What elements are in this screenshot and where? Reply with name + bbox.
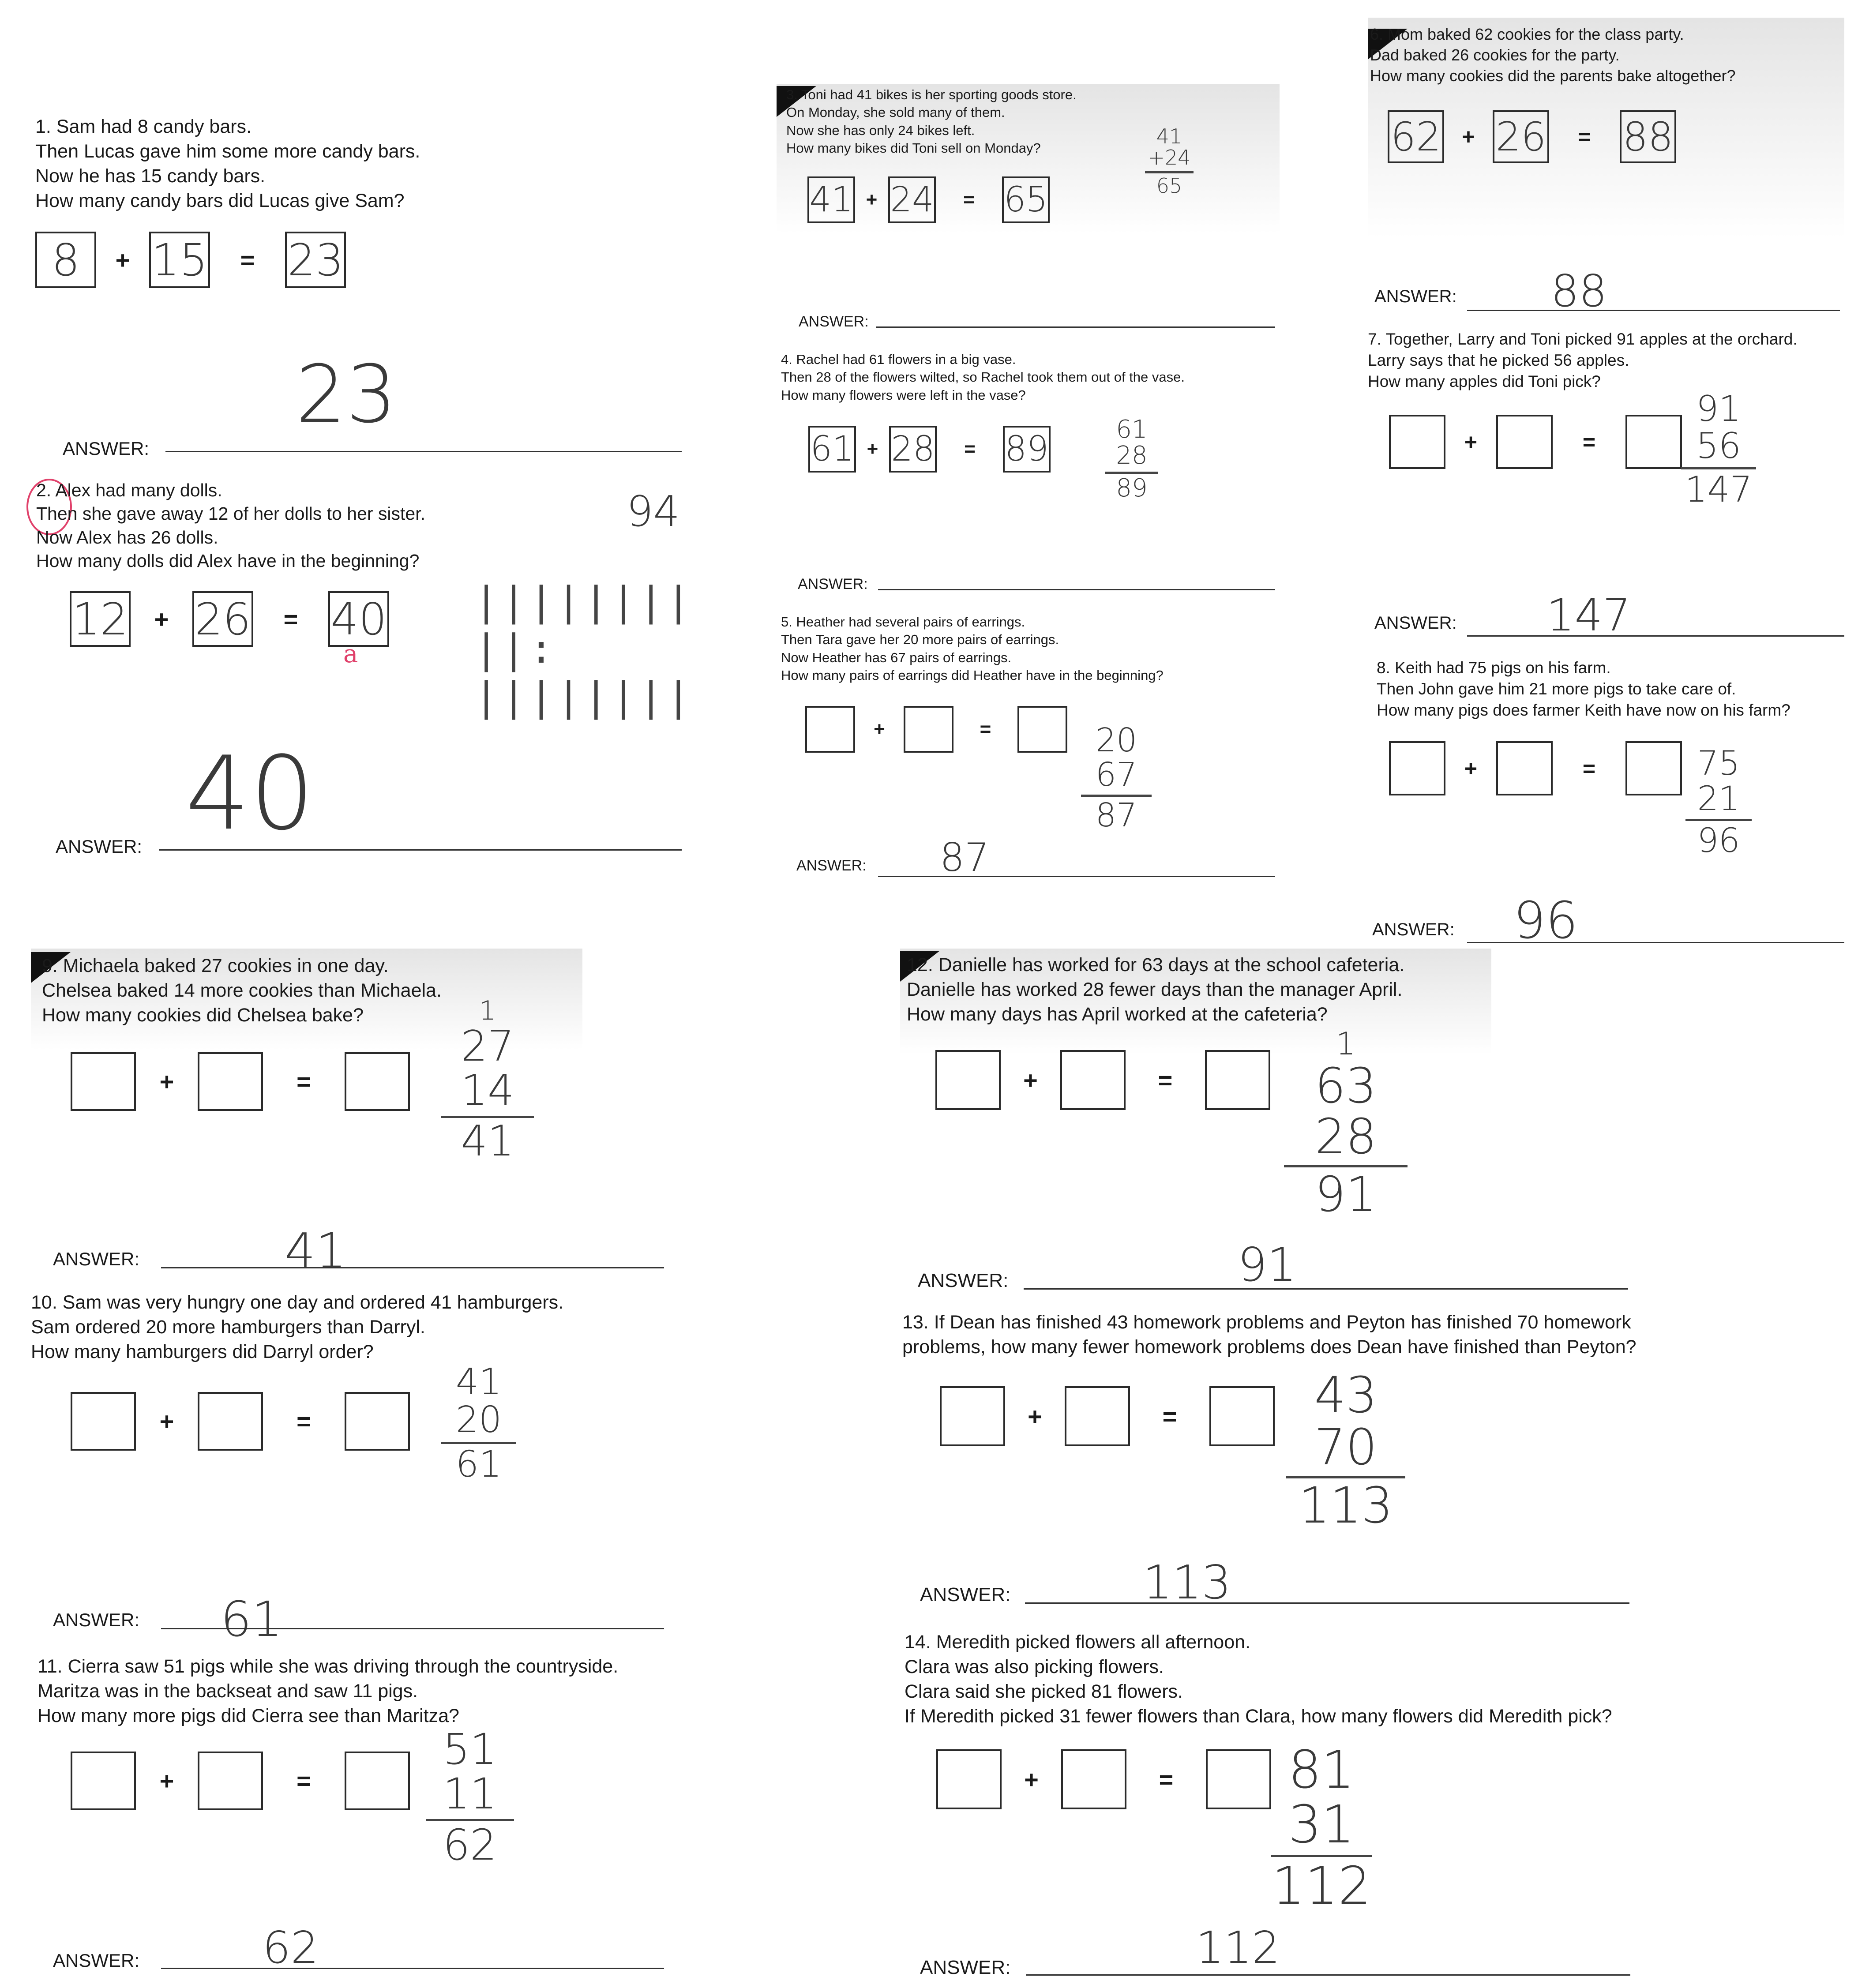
equation [936, 1749, 1271, 1809]
equation [35, 232, 346, 288]
problem-5 [781, 613, 1280, 887]
equals-sign: = [297, 1767, 311, 1795]
plus-sign: + [874, 718, 885, 740]
answer-line[interactable] [1024, 1288, 1628, 1290]
equals-sign: = [1578, 124, 1591, 149]
addend-box-2[interactable] [904, 706, 953, 753]
addend-box-2[interactable] [1496, 415, 1553, 469]
plus-sign: + [154, 605, 169, 633]
answer-line[interactable] [1467, 310, 1840, 311]
answer-label: ANSWER: [56, 836, 143, 857]
answer-label: ANSWER: [53, 1249, 140, 1269]
problem-text: 8. Keith had 75 pigs on his farm. Then John gave him 21 more pigs to take care of. How many pigs does farmer Keith have now on his farm? [1377, 659, 1790, 720]
problem-10 [31, 1290, 671, 1647]
work-result: 112 [1272, 1855, 1371, 1916]
answer-label: ANSWER: [798, 576, 868, 593]
work-carry: 1 [479, 995, 496, 1026]
work-line-1: 61 [1116, 415, 1148, 444]
sum-box[interactable] [345, 1052, 410, 1111]
work-line-2: 11 [443, 1769, 497, 1819]
answer-line[interactable] [165, 451, 682, 452]
addend-box-2[interactable] [198, 1752, 263, 1810]
scratch-work [441, 995, 534, 1166]
work-result: 87 [1095, 796, 1137, 835]
scratch-work [441, 1363, 516, 1484]
equals-sign: = [1582, 429, 1596, 454]
addend-box-1[interactable]: 62 [1388, 110, 1444, 163]
problem-12 [900, 949, 1659, 1302]
answer-line[interactable] [1467, 635, 1844, 637]
sum-box[interactable] [1017, 706, 1067, 753]
equals-sign: = [297, 1407, 311, 1435]
answer-label: ANSWER: [1374, 613, 1457, 633]
sum-box[interactable] [345, 1392, 410, 1451]
work-result: 147 [1685, 469, 1753, 510]
addend-box-1[interactable] [805, 706, 855, 753]
sum-box[interactable]: 65 [1002, 176, 1050, 223]
addend-box-2[interactable]: 26 [192, 591, 253, 647]
problem-text: 3. Toni had 41 bikes is her sporting goods store. On Monday, she sold many of them. Now she has only 24 bikes left. How many bikes did Toni sell on Monday? [786, 87, 1077, 156]
work-result: 89 [1116, 473, 1148, 503]
equals-sign: = [297, 1068, 311, 1095]
addend-box-2[interactable] [198, 1052, 263, 1111]
problem-2 [26, 479, 697, 876]
work-result: 113 [1299, 1477, 1393, 1535]
scratch-work [1685, 743, 1752, 860]
equals-sign: = [963, 189, 975, 210]
work-line-1: 41 [455, 1361, 502, 1403]
equation [1388, 110, 1676, 163]
equals-sign: = [1162, 1402, 1177, 1430]
sum-box[interactable] [1209, 1386, 1275, 1446]
plus-sign: + [115, 246, 130, 274]
sum-box[interactable] [1206, 1749, 1271, 1809]
problem-text: 9. Michaela baked 27 cookies in one day. Chelsea baked 14 more cookies than Michaela. How many cookies did Chelsea bake? [42, 955, 442, 1026]
plus-sign: + [867, 438, 878, 460]
sum-box[interactable]: 89 [1003, 426, 1051, 473]
work-line-1: 63 [1315, 1057, 1377, 1114]
plus-sign: + [1464, 429, 1478, 454]
equals-sign: = [1159, 1765, 1174, 1793]
equals-sign: = [1582, 756, 1596, 781]
addend-box-2[interactable]: 28 [889, 426, 937, 473]
work-line-2: 67 [1095, 755, 1137, 794]
scratch-work [1105, 417, 1158, 501]
scratch-work [1271, 1739, 1372, 1916]
equation [935, 1050, 1270, 1110]
sum-box[interactable] [1625, 415, 1682, 469]
work-result: 41 [461, 1117, 514, 1166]
equation [1389, 415, 1682, 469]
work-line-2: 31 [1288, 1793, 1355, 1855]
problem-text: 12. Danielle has worked for 63 days at the school cafeteria. Danielle has worked 28 fewer days than the manager April. How many days has April worked at the cafeteria? [907, 954, 1405, 1025]
problem-7 [1368, 329, 1853, 646]
equation [807, 176, 1050, 223]
teacher-mark: a [343, 640, 358, 668]
equation [940, 1386, 1275, 1446]
work-line-1: 51 [443, 1725, 497, 1774]
answer-line[interactable] [876, 326, 1275, 328]
addend-box-2[interactable]: 24 [888, 176, 936, 223]
sum-box[interactable] [1625, 741, 1682, 795]
equation [1389, 741, 1682, 795]
problem-text: 1. Sam had 8 candy bars. Then Lucas gave him some more candy bars. Now he has 15 candy bars. How many candy bars did Lucas give Sam? [35, 116, 420, 211]
work-result: 62 [443, 1820, 497, 1870]
work-line-1: 43 [1314, 1367, 1378, 1424]
problem-text: 2. Alex had many dolls. Then she gave away 12 of her dolls to her sister. Now Alex has 26 dolls. How many dolls did Alex have in the beginning? [36, 480, 426, 571]
addend-box-1[interactable] [71, 1052, 136, 1111]
problem-8 [1368, 657, 1853, 953]
answer-label: ANSWER: [53, 1950, 140, 1971]
answer-label: ANSWER: [920, 1584, 1011, 1605]
work-line-2: +24 [1148, 146, 1191, 170]
scratch-work [1145, 126, 1194, 196]
addend-box-1[interactable] [71, 1392, 136, 1451]
addend-box-2[interactable] [1061, 1749, 1126, 1809]
addend-box-2[interactable] [1060, 1050, 1126, 1110]
problem-9 [31, 949, 671, 1279]
equals-sign: = [283, 605, 298, 633]
sum-box[interactable] [345, 1752, 410, 1810]
problem-text: 10. Sam was very hungry one day and ordered 41 hamburgers. Sam ordered 20 more hamburgers than Darryl. How many hamburgers did Darryl order? [31, 1292, 564, 1362]
work-line-2: 14 [461, 1066, 514, 1115]
sum-box[interactable]: 88 [1620, 110, 1676, 163]
handwritten-answer: 40 [185, 735, 315, 853]
answer-line[interactable] [1026, 1974, 1630, 1976]
work-line-2: 56 [1696, 425, 1741, 466]
problem-6 [1368, 18, 1844, 318]
answer-line[interactable] [161, 1968, 664, 1969]
work-line-1: 91 [1696, 388, 1741, 429]
addend-box-1[interactable]: 61 [808, 426, 856, 473]
answer-label: ANSWER: [1372, 920, 1455, 939]
scribble-number: 94 [627, 488, 680, 536]
sum-box[interactable]: 23 [285, 232, 346, 288]
plus-sign: + [1028, 1402, 1042, 1430]
problem-1 [35, 115, 697, 468]
work-line-1: 75 [1697, 743, 1740, 783]
handwritten-answer: 41 [285, 1223, 346, 1279]
problem-text: 7. Together, Larry and Toni picked 91 apples at the orchard. Larry says that he picked 56 apples. How many apples did Toni pick? [1368, 330, 1798, 391]
problem-text: 14. Meredith picked flowers all afternoon. Clara was also picking flowers. Clara said she picked 81 flowers. If Meredith picked 31 fewer flowers than Clara, how many flowers did Meredith pick? [905, 1632, 1612, 1727]
plus-sign: + [1464, 756, 1478, 781]
addend-box-1[interactable]: 41 [807, 176, 855, 223]
work-result: 61 [455, 1444, 502, 1486]
addend-box-1[interactable] [1389, 741, 1445, 795]
answer-line[interactable] [1467, 942, 1844, 943]
scratch-work [426, 1725, 514, 1870]
handwritten-answer: 62 [263, 1922, 319, 1973]
addend-box-1[interactable] [1389, 415, 1445, 469]
scratch-work [1284, 1026, 1408, 1223]
equation [71, 1392, 410, 1451]
addend-box-2[interactable] [198, 1392, 263, 1451]
scratch-work [1286, 1367, 1405, 1535]
equals-sign: = [964, 438, 976, 460]
sum-box[interactable] [1205, 1050, 1270, 1110]
plus-sign: + [1462, 124, 1475, 149]
handwritten-answer: 23 [296, 349, 397, 441]
equals-sign: = [1158, 1066, 1173, 1094]
scratch-work [1081, 721, 1152, 835]
addend-box-1[interactable] [71, 1752, 136, 1810]
work-line-2: 28 [1116, 441, 1148, 470]
addend-box-1[interactable] [940, 1386, 1005, 1446]
answer-line[interactable] [161, 1628, 664, 1629]
handwritten-answer: 91 [1238, 1238, 1297, 1292]
answer-line[interactable] [878, 876, 1275, 877]
addend-box-2[interactable] [1065, 1386, 1130, 1446]
answer-line[interactable] [1025, 1602, 1629, 1604]
answer-label: ANSWER: [920, 1957, 1011, 1978]
equals-sign: = [240, 246, 255, 274]
problem-14 [905, 1630, 1752, 1983]
problem-text: 6. Mom baked 62 cookies for the class party. Dad baked 26 cookies for the party. How many cookies did the parents bake altogether? [1370, 25, 1736, 85]
problem-text: 11. Cierra saw 51 pigs while she was driving through the countryside. Maritza was in the backseat and saw 11 pigs. How many more pigs did Cierra see than Maritza? [38, 1656, 619, 1726]
addend-box-1[interactable] [935, 1050, 1001, 1110]
answer-line[interactable] [159, 849, 682, 851]
problem-13 [902, 1310, 1749, 1619]
work-line-2: 20 [455, 1399, 502, 1441]
work-line-1: 20 [1095, 721, 1137, 759]
answer-label: ANSWER: [796, 857, 867, 874]
tally-marks [474, 578, 697, 721]
handwritten-answer: 61 [221, 1591, 282, 1647]
addend-box-1[interactable] [936, 1749, 1002, 1809]
equation [71, 1052, 410, 1111]
handwritten-answer: 147 [1546, 589, 1631, 641]
work-result: 96 [1697, 820, 1740, 860]
work-line-2: 21 [1697, 778, 1740, 818]
work-line-1: 27 [461, 1022, 514, 1071]
addend-box-2[interactable] [1496, 741, 1553, 795]
answer-line[interactable] [878, 589, 1275, 590]
tally-row-1: |||||||| ||: [474, 578, 694, 672]
handwritten-answer: 113 [1143, 1556, 1231, 1609]
work-line-1: 41 [1156, 124, 1182, 148]
plus-sign: + [1023, 1066, 1038, 1094]
handwritten-answer: 112 [1196, 1922, 1280, 1973]
plus-sign: + [866, 189, 878, 210]
work-line-1: 81 [1288, 1739, 1355, 1800]
addend-box-2[interactable]: 15 [149, 232, 210, 288]
work-line-2: 28 [1315, 1108, 1377, 1165]
work-result: 91 [1315, 1166, 1377, 1223]
problem-11 [38, 1654, 673, 1981]
equation [805, 706, 1067, 753]
equation [70, 591, 389, 647]
problem-text: 13. If Dean has finished 43 homework problems and Peyton has finished 70 homework problems, how many fewer homework problems does Dean have finished than Peyton? [902, 1312, 1637, 1358]
plus-sign: + [159, 1068, 174, 1095]
answer-label: ANSWER: [63, 438, 150, 459]
problem-3 [777, 84, 1280, 340]
answer-line[interactable] [161, 1267, 664, 1268]
work-result: 65 [1156, 173, 1182, 198]
addend-box-2[interactable]: 26 [1493, 110, 1549, 163]
problem-text: 5. Heather had several pairs of earrings. Then Tara gave her 20 more pairs of earrings. Now Heather has 67 pairs of earrings. How many pairs of earrings did Heather have in the beginning? [781, 614, 1164, 683]
scratch-work [1681, 390, 1756, 508]
plus-sign: + [159, 1407, 174, 1435]
problem-4 [781, 351, 1280, 598]
problem-text: 4. Rachel had 61 flowers in a big vase. Then 28 of the flowers wilted, so Rachel took them out of the vase. How many flowers were left in the vase? [781, 352, 1185, 403]
answer-label: ANSWER: [53, 1609, 140, 1630]
addend-box-1[interactable]: 8 [35, 232, 96, 288]
answer-label: ANSWER: [1374, 287, 1457, 306]
handwritten-answer: 88 [1551, 265, 1607, 317]
work-line-2: 70 [1314, 1418, 1378, 1476]
plus-sign: + [1024, 1765, 1039, 1793]
equals-sign: = [980, 718, 991, 740]
answer-label: ANSWER: [918, 1270, 1009, 1291]
tally-row-2: |||||||| [474, 674, 694, 720]
handwritten-answer: 96 [1513, 891, 1578, 950]
equation [71, 1752, 410, 1810]
work-carry: 1 [1336, 1026, 1356, 1062]
plus-sign: + [159, 1767, 174, 1795]
addend-box-1[interactable]: 12 [70, 591, 131, 647]
handwritten-answer: 87 [940, 835, 989, 880]
answer-label: ANSWER: [799, 313, 869, 330]
sum-box[interactable]: 40 [328, 591, 389, 647]
equation [808, 426, 1051, 473]
